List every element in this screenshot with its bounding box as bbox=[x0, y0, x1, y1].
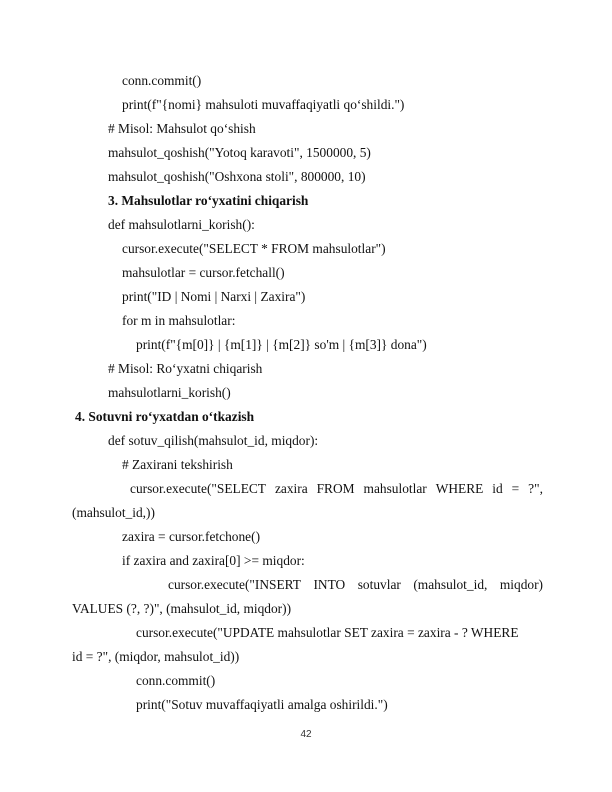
code-line: def mahsulotlarni_korish(): bbox=[108, 217, 255, 232]
code-comment: # Misol: Ro‘yxatni chiqarish bbox=[108, 361, 263, 376]
code-line-justified: cursor.execute("SELECT zaxira FROM mahsulotlar WHERE id = ?", bbox=[130, 481, 543, 496]
code-line: print("ID | Nomi | Narxi | Zaxira") bbox=[122, 289, 306, 304]
section-heading-3: 3. Mahsulotlar ro‘yxatini chiqarish bbox=[108, 193, 309, 208]
code-line: if zaxira and zaxira[0] >= miqdor: bbox=[122, 553, 305, 568]
code-line: mahsulot_qoshish("Oshxona stoli", 800000, 10) bbox=[108, 169, 366, 184]
page-number: 42 bbox=[300, 729, 312, 740]
code-comment: # Zaxirani tekshirish bbox=[122, 457, 233, 472]
code-line: print(f"{m[0]} | {m[1]} | {m[2]} so'm | {m[3]} dona") bbox=[136, 337, 427, 352]
code-line: cursor.execute("UPDATE mahsulotlar SET zaxira = zaxira - ? WHERE bbox=[136, 625, 519, 640]
code-line: mahsulotlar = cursor.fetchall() bbox=[122, 265, 285, 280]
code-line: mahsulot_qoshish("Yotoq karavoti", 1500000, 5) bbox=[108, 145, 371, 160]
code-line: print("Sotuv muvaffaqiyatli amalga oshirildi.") bbox=[136, 697, 388, 712]
code-line: mahsulotlarni_korish() bbox=[108, 385, 231, 400]
code-line: for m in mahsulotlar: bbox=[122, 313, 236, 328]
code-line: def sotuv_qilish(mahsulot_id, miqdor): bbox=[108, 433, 319, 448]
code-line: conn.commit() bbox=[136, 673, 216, 688]
code-comment: # Misol: Mahsulot qo‘shish bbox=[108, 121, 256, 136]
code-line: id = ?", (miqdor, mahsulot_id)) bbox=[72, 649, 240, 664]
code-line: (mahsulot_id,)) bbox=[72, 505, 155, 520]
section-heading-4: 4. Sotuvni ro‘yxatdan o‘tkazish bbox=[75, 409, 255, 424]
code-line: print(f"{nomi} mahsuloti muvaffaqiyatli qo‘shildi.") bbox=[122, 97, 405, 112]
code-line-justified: cursor.execute("INSERT INTO sotuvlar (mahsulot_id, miqdor) bbox=[168, 577, 543, 592]
code-line: conn.commit() bbox=[122, 73, 202, 88]
code-line: cursor.execute("SELECT * FROM mahsulotlar") bbox=[122, 241, 386, 256]
code-line: zaxira = cursor.fetchone() bbox=[122, 529, 261, 544]
code-line: VALUES (?, ?)", (mahsulot_id, miqdor)) bbox=[72, 601, 292, 616]
